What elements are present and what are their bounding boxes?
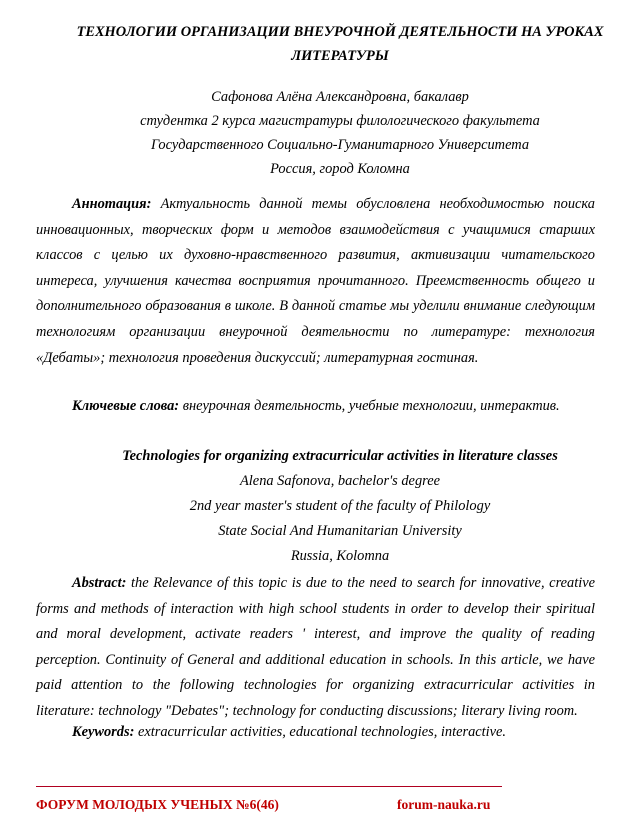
author-name-en: Alena Safonova, bachelor's degree <box>240 473 440 489</box>
abstract-text-en: the Relevance of this topic is due to the need to search for innovative, creative forms and methods of interaction with high school students in order to develop their spiritual and moral development, activate readers ' interest, and improve the quality of reading perception. Continuity of General and additional education in schools. In this article, we have paid attention to the following technologies for organizing extracurricular activities in literature: technology "Debates"; technology for conducting discussions; literary living room. <box>36 575 595 719</box>
footer-divider <box>36 786 502 787</box>
author-position-ru: студентка 2 курса магистратуры филологического факультета <box>140 113 540 129</box>
abstract-text-ru: Актуальность данной темы обусловлена необходимостью поиска инновационных, творческих форм и методов взаимодействия с учащимися старших классов с целью их духовно-нравственного развития, активизации читательского интереса, улучшения качества восприятия прочитанного. Преемственность общего и дополнительного образования в школе. В данной статье мы уделили внимание следующим технологиям организации внеурочной деятельности по литературе: технология «Дебаты»; технология проведения дискуссий; литературная гостиная. <box>36 196 595 366</box>
title-en: Technologies for organizing extracurricular activities in literature classes <box>122 448 558 464</box>
title-ru: ТЕХНОЛОГИИ ОРГАНИЗАЦИИ ВНЕУРОЧНОЙ ДЕЯТЕЛЬНОСТИ НА УРОКАХ ЛИТЕРАТУРЫ <box>76 24 604 64</box>
keywords-text-en: extracurricular activities, educational technologies, interactive. <box>137 724 507 740</box>
abstract-en <box>36 571 595 725</box>
abstract-label-ru: Аннотация: <box>72 196 152 212</box>
keywords-label-ru: Ключевые слова: <box>72 398 180 414</box>
author-name-ru: Сафонова Алёна Александровна, бакалавр <box>211 89 469 105</box>
footer-site-link[interactable]: forum-nauka.ru <box>397 797 491 812</box>
keywords-text-ru: внеурочная деятельность, учебные технологии, интерактив. <box>182 398 560 414</box>
author-location-en: Russia, Kolomna <box>290 548 390 564</box>
author-block-en <box>60 469 620 569</box>
abstract-ru <box>36 192 595 371</box>
abstract-label-en: Abstract: <box>72 575 127 591</box>
author-location-ru: Россия, город Коломна <box>270 161 410 177</box>
keywords-label-en: Keywords: <box>72 724 135 740</box>
author-university-ru: Государственного Социально-Гуманитарного Университета <box>150 137 530 153</box>
author-position-en: 2nd year master's student of the faculty of Philology <box>189 498 491 514</box>
author-university-en: State Social And Humanitarian University <box>218 523 462 539</box>
keywords-en <box>36 720 595 746</box>
keywords-ru <box>36 394 595 420</box>
author-block-ru <box>60 85 620 181</box>
footer-journal: ФОРУМ МОЛОДЫХ УЧЕНЫХ №6(46) <box>36 797 279 812</box>
